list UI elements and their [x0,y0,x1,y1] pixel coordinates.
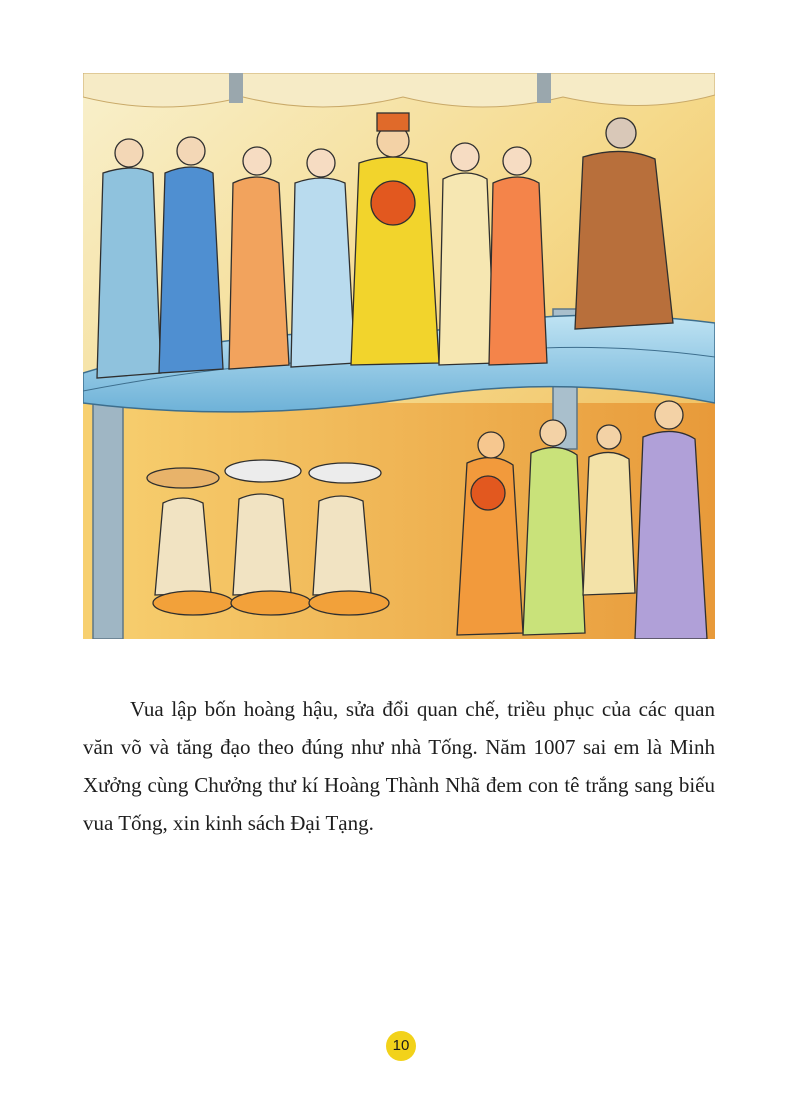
story-illustration [83,73,715,639]
story-paragraph: Vua lập bốn hoàng hậu, sửa đổi quan chế, triều phục của các quan văn võ và tăng đạo theo đúng như nhà Tống. Năm 1007 sai em là Minh Xưởng cùng Chưởng thư kí Hoàng Thành Nhã đem con tê trắng sang biếu vua Tống, xin kinh sách Đại Tạng. [83,697,715,835]
page-number-badge: 10 [386,1031,416,1061]
royal-court-scene-icon [83,73,715,639]
